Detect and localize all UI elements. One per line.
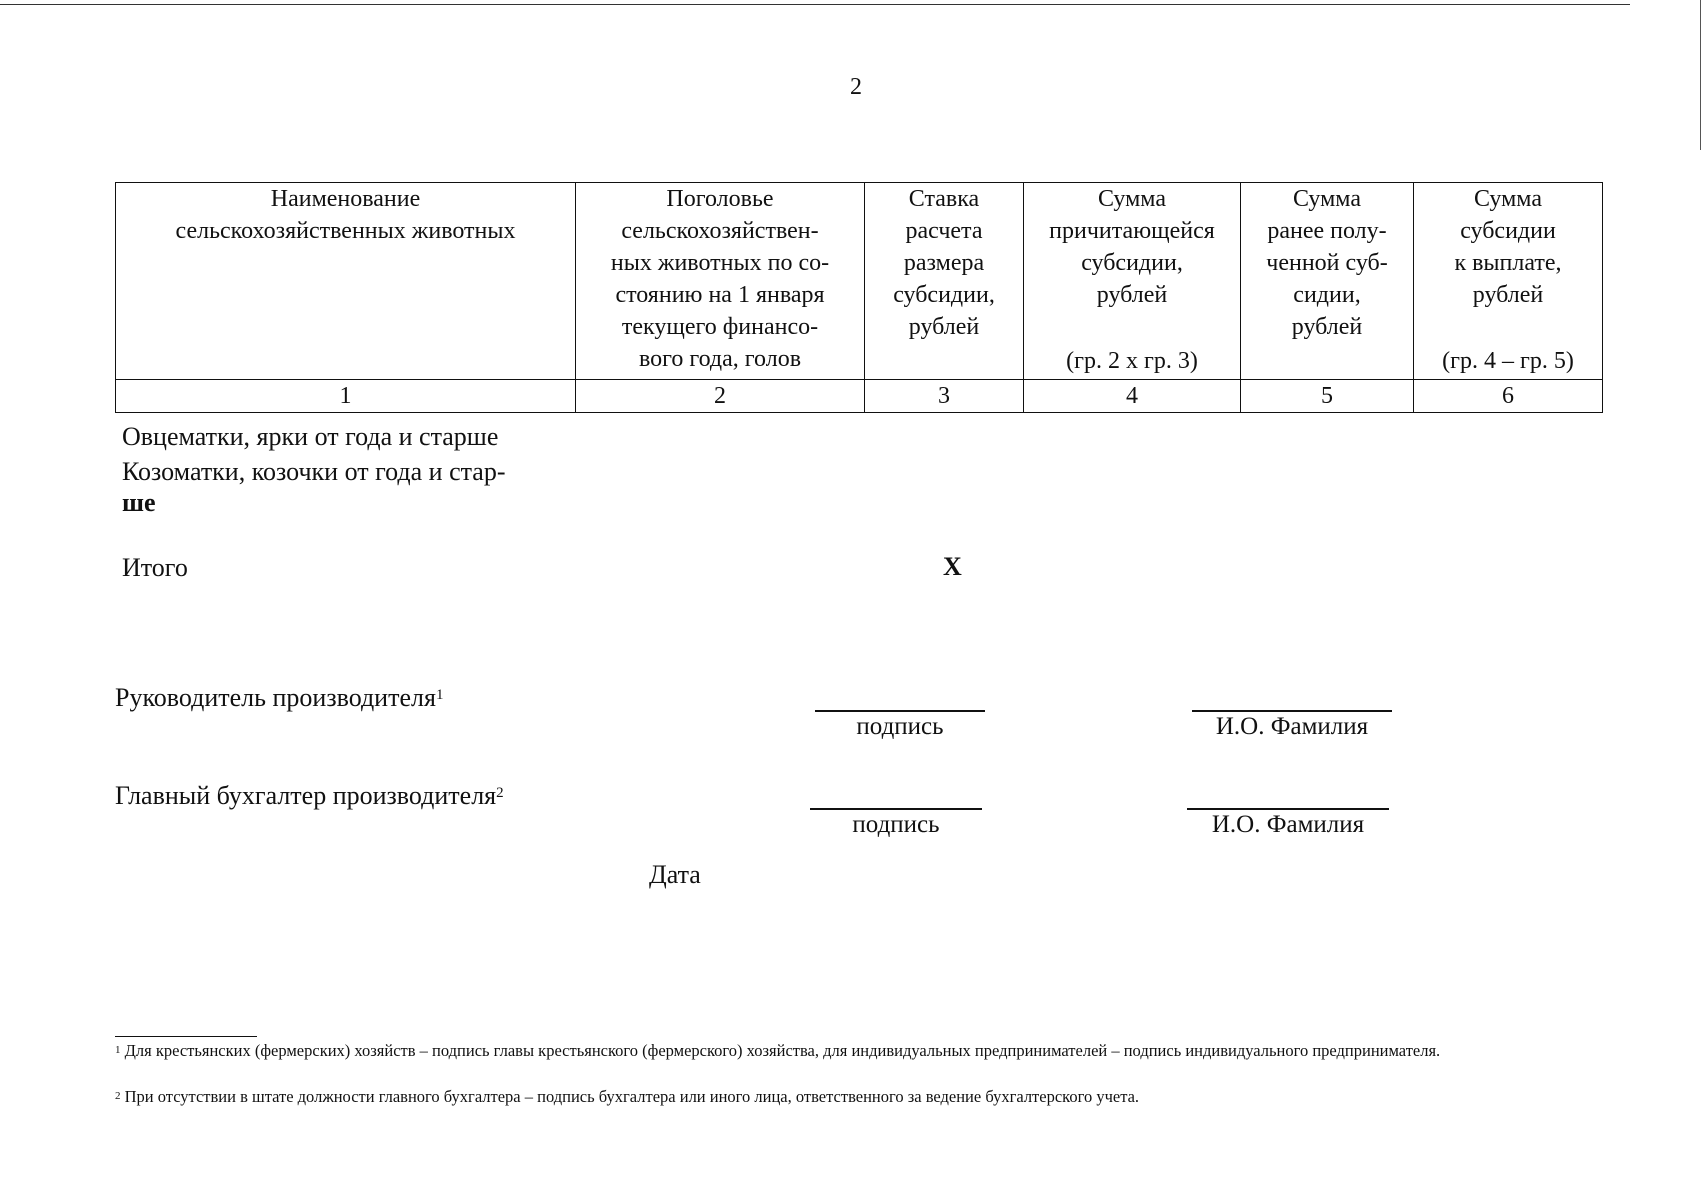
column-number-1: 1 xyxy=(116,380,576,413)
subsidy-table xyxy=(115,182,1603,413)
footnote-2-text: При отсутствии в штате должности главного бухгалтера – подпись бухгалтера или иного лица, ответственного за ведение бухгалтерского учета. xyxy=(124,1087,1140,1106)
footnote-separator xyxy=(115,1036,257,1037)
accountant-signature-line xyxy=(810,808,982,810)
head-name-line xyxy=(1192,710,1392,712)
header-due-amount: Сумма причитающейся субсидии, рублей (гр. 2 х гр. 3) xyxy=(1024,183,1241,380)
accountant-signature-caption: подпись xyxy=(852,811,940,838)
accountant-name-line xyxy=(1187,808,1389,810)
row-sheep: Овцематки, ярки от года и старше xyxy=(122,422,499,451)
page-number: 2 xyxy=(850,74,862,100)
head-signature-caption: подпись xyxy=(856,713,944,740)
footnote-2-mark: 2 xyxy=(115,1090,121,1102)
footnote-1-mark: 1 xyxy=(115,1044,121,1056)
table-header-row xyxy=(116,183,1603,380)
accountant-label: Главный бухгалтер производителя$^2$ xyxy=(115,781,504,810)
head-name-caption: И.О. Фамилия xyxy=(1215,713,1369,740)
column-number-2: 2 xyxy=(576,380,865,413)
formula-col6: (гр. 4 – гр. 5) xyxy=(1442,348,1574,374)
column-number-row xyxy=(116,380,1603,413)
top-border-line xyxy=(0,4,1630,5)
head-signature-line xyxy=(815,710,985,712)
row-goats-continuation: ше xyxy=(122,488,156,517)
header-payable-amount: Сумма субсидии к выплате, рублей (гр. 4 – гр. 5) xyxy=(1414,183,1603,380)
column-number-6: 6 xyxy=(1414,380,1603,413)
accountant-footnote-ref: 2 xyxy=(496,785,504,801)
total-x-mark: Х xyxy=(943,552,962,581)
header-animal-name: Наименование сельскохозяйственных животных xyxy=(116,183,576,380)
right-border-line xyxy=(1700,0,1701,150)
head-footnote-ref: 1 xyxy=(435,687,444,703)
header-rate: Ставка расчета размера субсидии, рублей xyxy=(865,183,1024,380)
column-number-5: 5 xyxy=(1241,380,1414,413)
date-label: Дата xyxy=(649,860,701,889)
total-label: Итого xyxy=(122,553,188,582)
column-number-3: 3 xyxy=(865,380,1024,413)
accountant-name-caption: И.О. Фамилия xyxy=(1211,811,1365,838)
formula-col4: (гр. 2 х гр. 3) xyxy=(1066,348,1198,374)
row-goats: Козоматки, козочки от года и стар- xyxy=(122,457,506,486)
footnote-2 xyxy=(115,1086,1615,1108)
footnote-1 xyxy=(115,1040,1615,1062)
column-number-4: 4 xyxy=(1024,380,1241,413)
header-received-amount: Сумма ранее полу- ченной суб- сидии, рублей xyxy=(1241,183,1414,380)
footnote-1-text: Для крестьянских (фермерских) хозяйств – подпись главы крестьянского (фермерского) хозяйства, для индивидуальных предпринимателей – подпись индивидуального предпринимателя. xyxy=(124,1041,1441,1060)
header-livestock-count: Поголовье сельскохозяйствен- ных животных по со- стоянию на 1 января текущего финансо- вого года, голов xyxy=(576,183,865,380)
head-label: Руководитель производителя$^1$ xyxy=(115,683,444,712)
